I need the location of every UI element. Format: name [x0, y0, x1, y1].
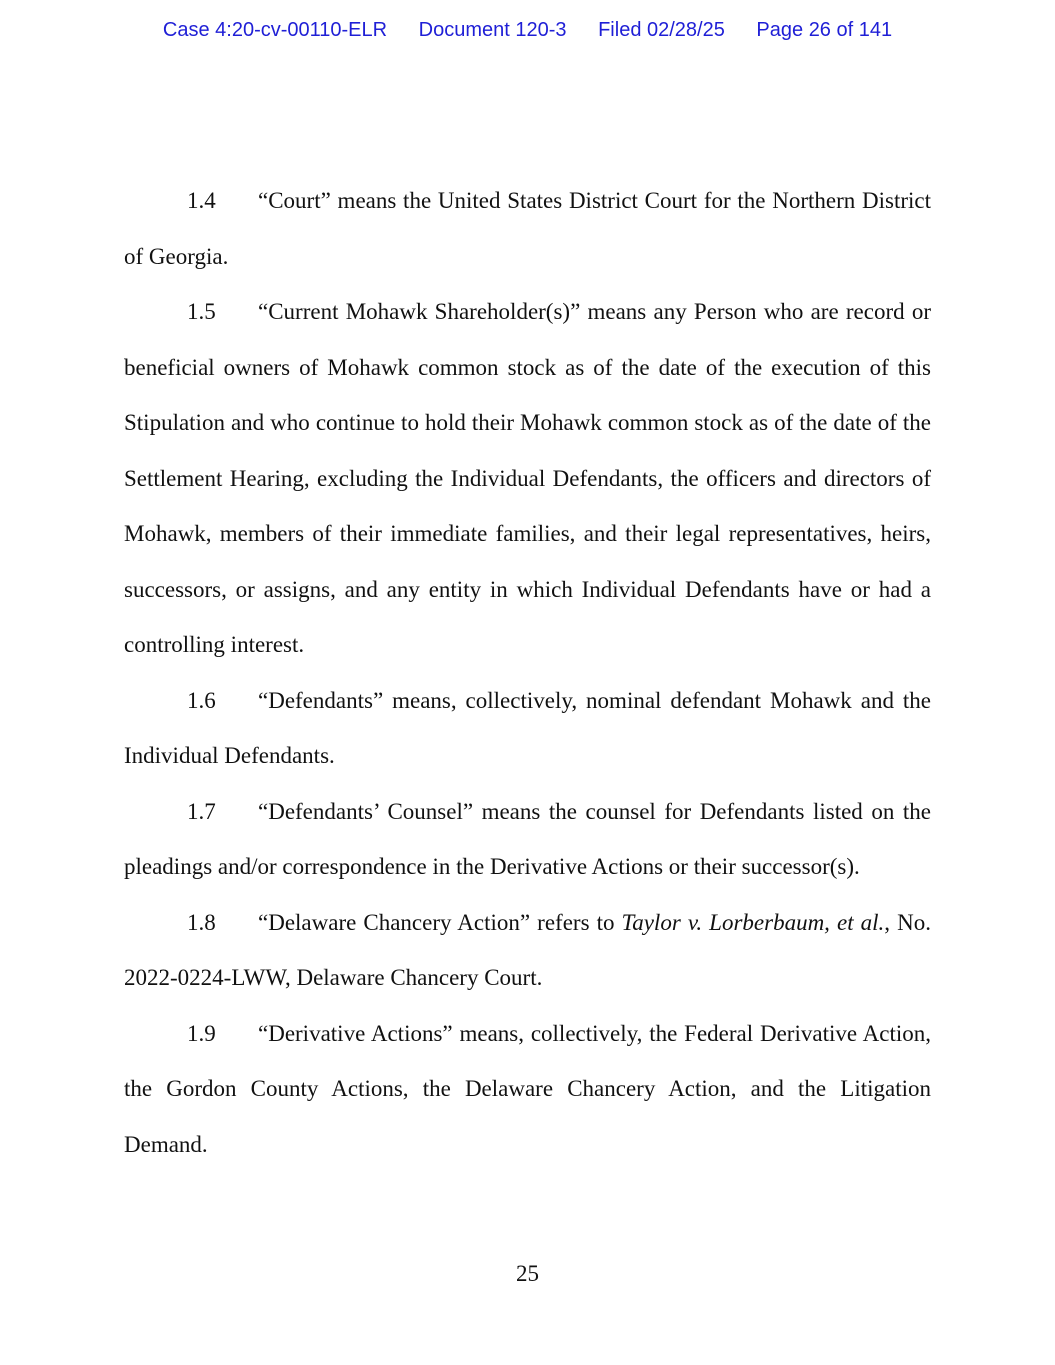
filed-date: Filed 02/28/25 [598, 19, 725, 41]
document-number: Document 120-3 [418, 19, 567, 41]
filing-header [0, 19, 1055, 42]
case-number: Case 4:20-cv-00110-ELR [162, 19, 388, 41]
paragraph-number: 1.9 [187, 1020, 216, 1046]
paragraph-text: “Current Mohawk Shareholder(s)” means any Person who are record or beneficial owners of Mohawk common stock as of the date of the execution of this Stipulation and who continue to hold their Mohawk common stock as of the date of the Settlement Hearing, excluding the Individual Defendants, the officers and directors of Mohawk, members of their immediate families, and their legal representatives, heirs, successors, or assigns, and any entity in which Individual Defendants have or had a controlling interest. [124, 299, 931, 657]
page-number: 25 [516, 1261, 539, 1286]
paragraph-1-6 [124, 673, 931, 784]
document-body [124, 173, 931, 1172]
paragraph-1-7 [124, 784, 931, 895]
paragraph-1-9 [124, 1006, 931, 1173]
paragraph-text: “Defendants” means, collectively, nominal defendant Mohawk and the Individual Defendants. [124, 687, 931, 768]
paragraph-number: 1.8 [187, 909, 216, 935]
page-indicator: Page 26 of 141 [756, 19, 893, 41]
paragraph-1-5 [124, 284, 931, 673]
paragraph-1-4 [124, 173, 931, 284]
paragraph-text: “Delaware Chancery Action” refers to [258, 909, 622, 935]
paragraph-text: “Court” means the United States District Court for the Northern District of Georgia. [124, 188, 931, 269]
paragraph-number: 1.4 [187, 188, 216, 213]
paragraph-text: “Defendants’ Counsel” means the counsel for Defendants listed on the pleadings and/or correspondence in the Derivative Actions or their successor(s). [124, 798, 931, 879]
paragraph-text: “Derivative Actions” means, collectively, the Federal Derivative Action, the Gordon County Actions, the Delaware Chancery Action, and the Litigation Demand. [124, 1020, 931, 1157]
paragraph-number: 1.7 [187, 798, 216, 824]
paragraph-number: 1.5 [187, 299, 216, 324]
paragraph-1-8 [124, 895, 931, 1006]
paragraph-text-continued: , No. 2022-0224-LWW, Delaware Chancery Court. [124, 909, 931, 990]
paragraph-number: 1.6 [187, 687, 216, 713]
case-citation: Taylor v. Lorberbaum, et al. [621, 909, 885, 935]
